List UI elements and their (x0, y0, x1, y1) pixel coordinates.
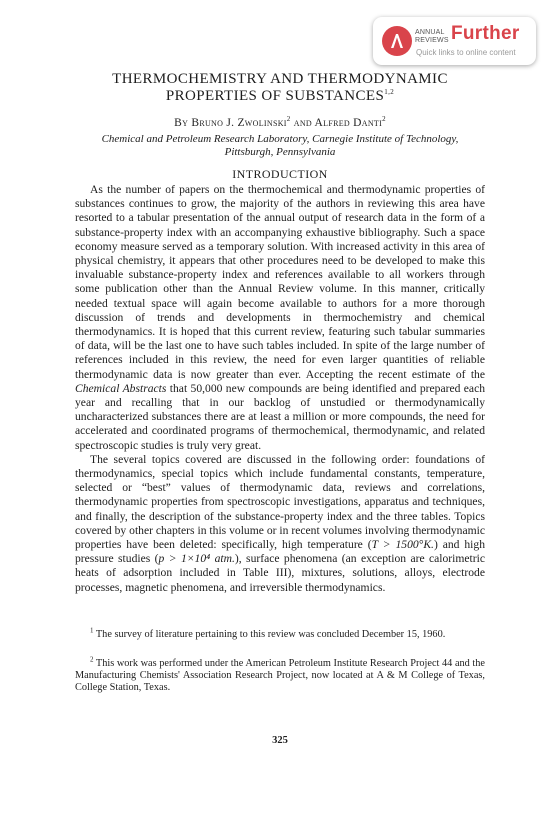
footnote-1-mark: 1 (90, 626, 94, 635)
pressure-expression: p > 1×10⁴ atm. (158, 552, 235, 566)
article-title-line1: THERMOCHEMISTRY AND THERMODYNAMIC (112, 71, 448, 87)
annual-reviews-label: ANNUAL REVIEWS (415, 29, 449, 44)
footnote-2-mark: 2 (90, 655, 94, 664)
page-number: 325 (272, 735, 288, 746)
footnote-2-text: This work was performed under the American Petroleum Institute Research Project 44 and the Manufacturing Chemists' Association Research Project, now located at A & M College of Texas, College Station, Texas. (75, 658, 485, 694)
paragraph-1-italic: Chemical Abstracts (75, 381, 167, 395)
paragraph-2-text-c: ), surface phenomena (an exception are calorimetric heats of adsorption included in Table III), mixtures, solutions, alloys, electrode processes, magnetic phenomena, and irreversible thermodynamics. (75, 552, 486, 594)
footnote-1 (75, 626, 485, 641)
badge-subtitle: Quick links to online content (416, 48, 516, 57)
author-text-2: and Alfred Danti (290, 117, 383, 129)
author-mark-2: 2 (382, 115, 386, 124)
footnote-1-text: The survey of literature pertaining to this review was concluded December 15, 1960. (93, 629, 446, 640)
article-title-line2 (60, 88, 500, 105)
affiliation-line1: Chemical and Petroleum Research Laboratory, Carnegie Institute of Technology, (101, 133, 459, 145)
further-reading-badge[interactable] (373, 17, 536, 65)
affiliation-line2: Pittsburgh, Pennsylvania (224, 146, 336, 158)
paragraph-2 (75, 453, 485, 595)
temperature-expression: T > 1500°K. (371, 538, 434, 552)
paragraph-2-text-b: ) and high pressure studies ( (75, 538, 485, 566)
paragraph-1-text-a: As the number of papers on the thermochemical and thermodynamic properties of substances continues to grow, the majority of the authors in reviewing this area have resorted to a tabular presentation of the annual output of research data in the form of a substance-property index with an accompanying exhaustive bibliography. Such a space economy measure served as a temporary solution. With increased activity in this area of physical chemistry, it appears that other procedures need to be developed to make this invaluable substance-property index and references available to all workers through some publication other than the Annual Review volume. In this manner, critically needed textual space will again become available to authors for a more thorough discussion of trends and developments in thermochemistry and chemical thermodynamics. It is hoped that this current review, featuring such tabular summaries of data, will be the last one to have such tables included. In spite of the large number of references included in this review, the need for even larger quantities of reliable thermodynamic data is now greater than ever. Accepting the recent estimate of the (75, 183, 485, 381)
paragraph-1-text-b: that 50,000 new compounds are being identified and prepared each year and recalling that in our backlog of unstudied or thermodynamically uncharacterized substances there are at least a million or more compounds, the need for accelerated and coordinated programs of thermochemical, thermodynamic, and related spectroscopic studies is truly very great. (75, 381, 486, 452)
footnote-2 (75, 655, 485, 695)
body-text (75, 183, 485, 595)
paragraph-1 (75, 183, 485, 453)
author-mark-1: 2 (286, 115, 291, 124)
section-heading: INTRODUCTION (232, 167, 328, 181)
title-footnote-marks: 1,2 (384, 88, 395, 96)
article-title-text: PROPERTIES OF SUBSTANCES (165, 88, 385, 104)
author-line (60, 117, 500, 129)
further-label: Further (451, 23, 520, 44)
annual-reviews-logo-icon (382, 26, 412, 56)
author-text-1: By Bruno J. Zwolinski (174, 117, 287, 129)
paragraph-2-text-a: The several topics covered are discussed in the following order: foundations of thermodynamics, special topics which include fundamental constants, temperature, selected or “best” values of thermodynamic data, reviews and correlations, thermodynamic properties from spectroscopic investigations, apparatus and techniques, and finally, the description of the substance-property index and the three tables. Topics covered by other chapters in this volume or in recent volumes involving thermodynamic properties have been deleted: specifically, high temperature ( (75, 452, 485, 552)
